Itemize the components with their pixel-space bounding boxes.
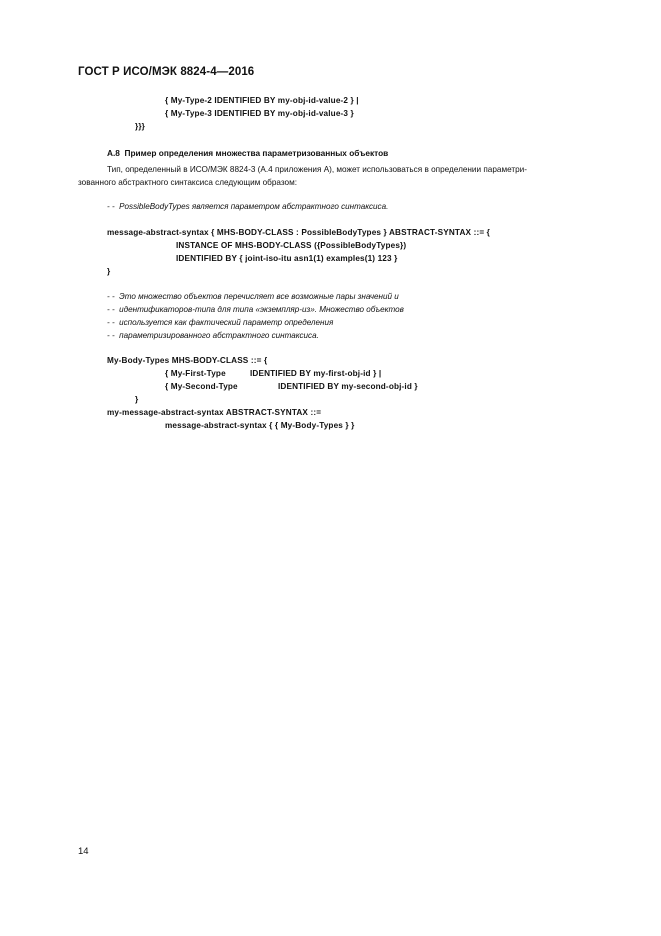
code-line: { My-Type-2 IDENTIFIED BY my-obj-id-value-2 } | bbox=[165, 96, 359, 105]
code-line: { My-Type-3 IDENTIFIED BY my-obj-id-value-3 } bbox=[165, 109, 354, 118]
code-line: IDENTIFIED BY my-second-obj-id } bbox=[278, 382, 418, 391]
document-header: ГОСТ Р ИСО/МЭК 8824-4—2016 bbox=[78, 66, 255, 78]
paragraph-line: зованного абстрактного синтаксиса следующим образом: bbox=[78, 178, 298, 187]
code-comment: - - параметризированного абстрактного синтаксиса. bbox=[107, 331, 319, 340]
code-line: My-Body-Types MHS-BODY-CLASS ::= { bbox=[107, 356, 268, 365]
code-line: } bbox=[135, 395, 139, 404]
code-line: IDENTIFIED BY my-first-obj-id } | bbox=[250, 369, 382, 378]
code-comment: - - PossibleBodyTypes является параметром абстрактного синтаксиса. bbox=[107, 202, 389, 211]
code-line: } bbox=[107, 267, 111, 276]
code-comment: - - Это множество объектов перечисляет все возможные пары значений и bbox=[107, 292, 399, 301]
code-line: message-abstract-syntax { MHS-BODY-CLASS : PossibleBodyTypes } ABSTRACT-SYNTAX ::= { bbox=[107, 228, 491, 237]
code-line: message-abstract-syntax { { My-Body-Types } } bbox=[165, 421, 355, 430]
code-comment: - - идентификаторов-типа для типа «экземпляр-из». Множество объектов bbox=[107, 305, 404, 314]
paragraph-line: Тип, определенный в ИСО/МЭК 8824-3 (А.4 приложения А), может использоваться в определении параметри- bbox=[107, 165, 527, 174]
code-line: IDENTIFIED BY { joint-iso-itu asn1(1) examples(1) 123 } bbox=[176, 254, 398, 263]
code-comment: - - используется как фактический параметр определения bbox=[107, 318, 334, 327]
code-line: }}} bbox=[135, 122, 146, 131]
code-line: { My-First-Type bbox=[165, 369, 226, 378]
section-heading: A.8 Пример определения множества параметризованных объектов bbox=[107, 148, 389, 158]
page-number: 14 bbox=[78, 846, 89, 857]
code-line: INSTANCE OF MHS-BODY-CLASS ({PossibleBodyTypes}) bbox=[176, 241, 407, 250]
code-line: { My-Second-Type bbox=[165, 382, 238, 391]
code-line: my-message-abstract-syntax ABSTRACT-SYNTAX ::= bbox=[107, 408, 322, 417]
